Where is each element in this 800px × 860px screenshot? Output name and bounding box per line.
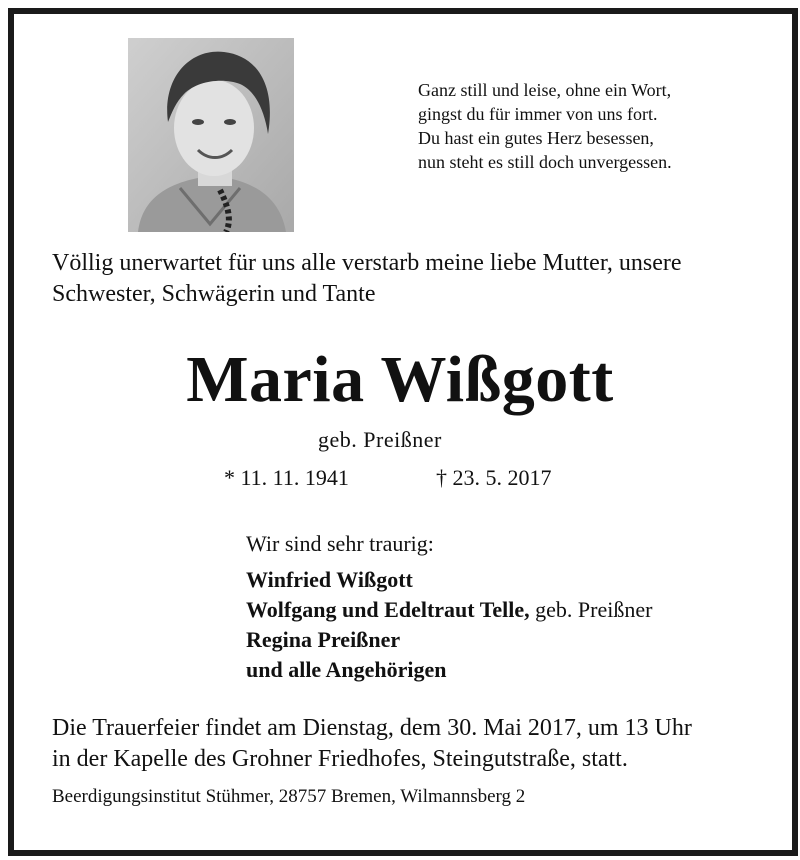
funeral-info bbox=[52, 713, 782, 775]
death-date: † 23. 5. 2017 bbox=[436, 465, 552, 490]
funeral-line: in der Kapelle des Grohner Friedhofes, Steingutstraße, statt. bbox=[52, 746, 628, 772]
funeral-line: Die Trauerfeier findet am Dienstag, dem 30. Mai 2017, um 13 Uhr bbox=[52, 715, 692, 741]
mourner-name: und alle Angehörigen bbox=[246, 657, 447, 682]
poem-line: Ganz still und leise, ohne ein Wort, bbox=[418, 80, 672, 100]
intro-text bbox=[52, 248, 772, 310]
birth-name: geb. Preißner bbox=[318, 427, 442, 452]
mourners-list bbox=[246, 565, 652, 685]
intro-line: Völlig unerwartet für uns alle verstarb meine liebe Mutter, unsere bbox=[52, 250, 682, 276]
mourner-birth-name: geb. Preißner bbox=[529, 597, 653, 622]
mourner-name: Wolfgang und Edeltraut Telle, bbox=[246, 597, 530, 622]
poem-line: gingst du für immer von uns fort. bbox=[418, 104, 658, 124]
poem-line: nun steht es still doch unvergessen. bbox=[418, 152, 672, 172]
deceased-name: Maria Wißgott bbox=[186, 343, 614, 416]
poem-line: Du hast ein gutes Herz besessen, bbox=[418, 128, 654, 148]
intro-line: Schwester, Schwägerin und Tante bbox=[52, 281, 376, 307]
mourner-name: Regina Preißner bbox=[246, 627, 401, 652]
mourner-name: Winfried Wißgott bbox=[246, 567, 413, 592]
mourners-heading: Wir sind sehr traurig: bbox=[246, 531, 434, 556]
birth-date: * 11. 11. 1941 bbox=[224, 465, 349, 490]
mourner-line bbox=[246, 595, 652, 625]
portrait-photo bbox=[128, 38, 294, 232]
poem bbox=[418, 78, 672, 174]
undertaker-info: Beerdigungsinstitut Stühmer, 28757 Bremen, Wilmannsberg 2 bbox=[52, 786, 526, 807]
